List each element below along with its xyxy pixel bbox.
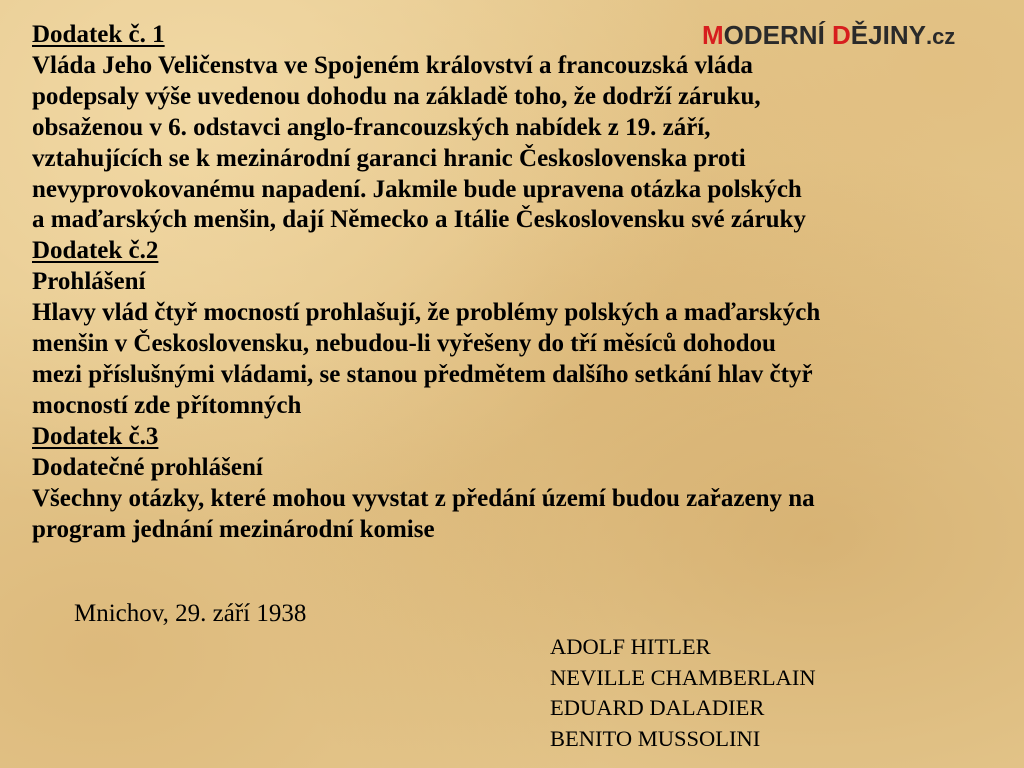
annex-1-line: podepsaly výše uvedenou dohodu na základě toho, že dodrží záruku,: [32, 82, 761, 110]
signatory-name: EDUARD DALADIER: [550, 695, 765, 720]
annex-2-line: Hlavy vlád čtyř mocností prohlašují, že problémy polských a maďarských: [32, 299, 821, 327]
annex-3-line: Všechny otázky, které mohou vyvstat z předání území budou zařazeny na: [32, 484, 815, 512]
logo-text-ejiny: ĚJINY: [850, 20, 926, 50]
annex-1-line: a maďarských menšin, dají Německo a Itálie Československu své záruky: [32, 206, 806, 234]
annex-1-line: nevyprovokovanému napadení. Jakmile bude upravena otázka polských: [32, 175, 802, 203]
annex-2-line: menšin v Československu, nebudou-li vyřešeny do tří měsíců dohodou: [32, 330, 776, 358]
annex-2-line: mezi příslušnými vládami, se stanou předmětem dalšího setkání hlav čtyř: [32, 360, 813, 388]
signatory-name: ADOLF HITLER: [550, 634, 711, 659]
document-body: [32, 20, 1007, 545]
annex-2-line: mocností zde přítomných: [32, 391, 302, 419]
signatories-list: [550, 632, 816, 754]
annex-3-line: program jednání mezinárodní komise: [32, 515, 435, 543]
annex-1-heading: Dodatek č. 1: [32, 21, 165, 48]
logo-tld: .cz: [925, 24, 956, 49]
place-date: Mnichov, 29. září 1938: [74, 600, 307, 627]
annex-2-heading: Dodatek č.2: [32, 237, 159, 265]
annex-1-line: Vláda Jeho Veličenstva ve Spojeném království a francouzská vláda: [32, 51, 753, 79]
signatory-name: NEVILLE CHAMBERLAIN: [550, 664, 816, 690]
annex-2-subheading: Prohlášení: [32, 268, 146, 296]
logo-text-oderni: ODERNÍ: [723, 20, 833, 50]
annex-1-line: vztahujících se k mezinárodní garanci hranic Československa proti: [32, 144, 746, 172]
annex-1-line: obsaženou v 6. odstavci anglo-francouzských nabídek z 19. září,: [32, 113, 711, 141]
annex-3-heading: Dodatek č.3: [32, 422, 159, 450]
annex-3-subheading: Dodatečné prohlášení: [32, 453, 263, 481]
logo-letter-m: M: [702, 20, 724, 50]
logo-letter-d: D: [832, 20, 851, 50]
signatory-name: BENITO MUSSOLINI: [550, 725, 761, 751]
